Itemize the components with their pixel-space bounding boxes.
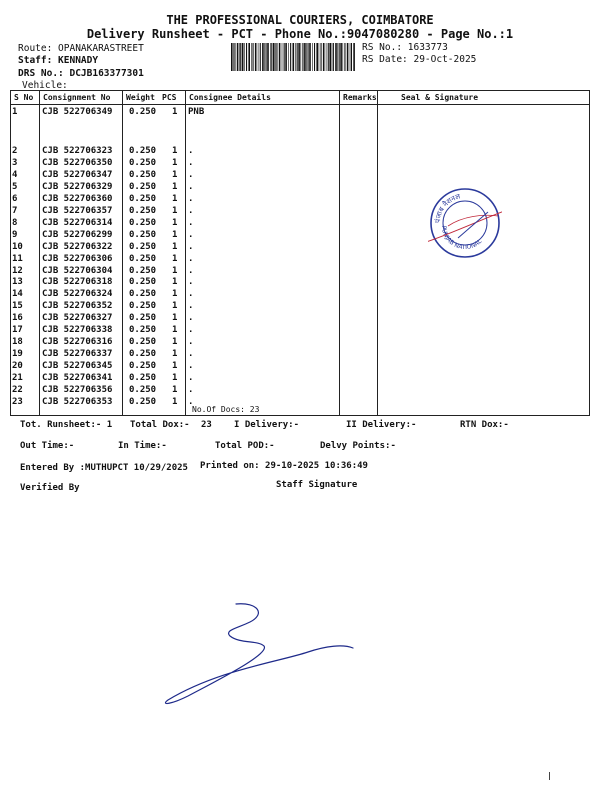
barcode-bar bbox=[304, 43, 306, 71]
row-sno: 14 bbox=[12, 289, 23, 300]
bank-seal-stamp bbox=[428, 186, 502, 260]
row-consignment-no: CJB 522706327 bbox=[42, 313, 113, 324]
barcode-bar bbox=[282, 43, 283, 71]
row-weight: 0.250 bbox=[129, 385, 157, 395]
row-sno: 5 bbox=[12, 181, 18, 192]
row-consignee-details: . bbox=[188, 253, 194, 264]
vehicle-label: Vehicle: bbox=[22, 80, 68, 91]
row-pcs: 1 bbox=[172, 313, 178, 324]
table-row bbox=[10, 385, 590, 397]
staff-signature-label: Staff Signature bbox=[276, 480, 358, 490]
row-pcs: 1 bbox=[172, 146, 178, 156]
barcode-bar bbox=[239, 43, 240, 71]
i-delivery: I Delivery:- bbox=[234, 420, 300, 430]
barcode-bar bbox=[237, 43, 239, 71]
barcode-bar bbox=[353, 43, 355, 71]
row-consignee-details: . bbox=[188, 265, 194, 276]
barcode-bar bbox=[276, 43, 277, 71]
scan-mark bbox=[549, 772, 550, 780]
row-consignee-details: . bbox=[188, 241, 194, 252]
row-consignment-no: CJB 522706347 bbox=[42, 169, 113, 180]
row-weight: 0.250 bbox=[129, 146, 157, 156]
row-sno: 6 bbox=[12, 193, 18, 204]
row-sno: 22 bbox=[12, 385, 23, 395]
row-weight: 0.250 bbox=[129, 217, 157, 228]
row-consignment-no: CJB 522706318 bbox=[42, 277, 113, 288]
barcode-bar bbox=[279, 43, 281, 71]
row-weight: 0.250 bbox=[129, 265, 157, 276]
barcode-bar bbox=[234, 43, 235, 71]
barcode-bar bbox=[270, 43, 271, 71]
col-seal: Seal & Signature bbox=[401, 93, 479, 102]
barcode-bar bbox=[255, 43, 257, 71]
barcode-bar bbox=[297, 43, 298, 71]
table-row bbox=[10, 337, 590, 349]
barcode-bar bbox=[240, 43, 241, 71]
total-dox-value: 23 bbox=[201, 420, 212, 430]
row-weight: 0.250 bbox=[129, 253, 157, 264]
row-weight: 0.250 bbox=[129, 157, 157, 168]
row-consignment-no: CJB 522706338 bbox=[42, 325, 113, 336]
barcode-bar bbox=[335, 43, 337, 71]
row-sno: 11 bbox=[12, 253, 23, 264]
row-consignment-no: CJB 522706357 bbox=[42, 205, 113, 216]
printed-on: Printed on: 29-10-2025 10:36:49 bbox=[200, 461, 368, 471]
svg-text:पंजाब नैशनल: पंजाब नैशनल bbox=[433, 192, 462, 224]
row-consignee-details: . bbox=[188, 337, 194, 348]
row-consignment-no: CJB 522706353 bbox=[42, 396, 113, 407]
row-pcs: 1 bbox=[172, 107, 178, 117]
row-weight: 0.250 bbox=[129, 373, 157, 384]
row-consignment-no: CJB 522706349 bbox=[42, 107, 113, 117]
row-consignee-details: . bbox=[188, 146, 194, 156]
table-row bbox=[10, 397, 590, 409]
barcode-bar bbox=[284, 43, 285, 71]
row-consignment-no: CJB 522706316 bbox=[42, 337, 113, 348]
row-pcs: 1 bbox=[172, 217, 178, 228]
row-sno: 23 bbox=[12, 396, 23, 407]
row-consignment-no: CJB 522706345 bbox=[42, 361, 113, 372]
row-pcs: 1 bbox=[172, 301, 178, 312]
table-row bbox=[10, 313, 590, 325]
row-pcs: 1 bbox=[172, 169, 178, 180]
table-row bbox=[10, 170, 590, 182]
row-weight: 0.250 bbox=[129, 301, 157, 312]
barcode-bar bbox=[340, 43, 342, 71]
row-sno: 21 bbox=[12, 373, 23, 384]
row-pcs: 1 bbox=[172, 361, 178, 372]
row-weight: 0.250 bbox=[129, 396, 157, 407]
barcode-bar bbox=[323, 43, 325, 71]
row-pcs: 1 bbox=[172, 241, 178, 252]
row-consignment-no: CJB 522706306 bbox=[42, 253, 113, 264]
barcode-bar bbox=[242, 43, 244, 71]
barcode-bar bbox=[343, 43, 344, 71]
row-weight: 0.250 bbox=[129, 277, 157, 288]
row-weight: 0.250 bbox=[129, 205, 157, 216]
barcode-bar bbox=[298, 43, 300, 71]
barcode-bar bbox=[351, 43, 352, 71]
row-consignee-details: . bbox=[188, 313, 194, 324]
row-pcs: 1 bbox=[172, 349, 178, 360]
row-consignee-details: PNB bbox=[188, 107, 205, 117]
barcode-bar bbox=[309, 43, 311, 71]
barcode-bar bbox=[326, 43, 327, 71]
drs-number: DRS No.: DCJB163377301 bbox=[18, 68, 144, 79]
table-row bbox=[10, 277, 590, 289]
barcode-bar bbox=[295, 43, 296, 71]
row-consignment-no: CJB 522706324 bbox=[42, 289, 113, 300]
row-consignee-details: . bbox=[188, 229, 194, 240]
row-sno: 1 bbox=[12, 107, 18, 117]
row-weight: 0.250 bbox=[129, 313, 157, 324]
row-weight: 0.250 bbox=[129, 107, 157, 117]
row-consignment-no: CJB 522706352 bbox=[42, 301, 113, 312]
barcode-bar bbox=[301, 43, 302, 71]
barcode-bar bbox=[332, 43, 333, 71]
table-row bbox=[10, 301, 590, 313]
row-weight: 0.250 bbox=[129, 349, 157, 360]
row-weight: 0.250 bbox=[129, 289, 157, 300]
col-weight: Weight bbox=[126, 93, 155, 102]
total-dox-label: Total Dox:- bbox=[130, 420, 190, 430]
delvy-points: Delvy Points:- bbox=[320, 441, 396, 451]
barcode-bar bbox=[273, 43, 275, 71]
barcode-bar bbox=[302, 43, 303, 71]
route-label: Route: OPANAKARASTREET bbox=[18, 43, 144, 54]
total-pod: Total POD:- bbox=[215, 441, 275, 451]
row-weight: 0.250 bbox=[129, 361, 157, 372]
row-consignee-details: . bbox=[188, 157, 194, 168]
row-consignment-no: CJB 522706314 bbox=[42, 217, 113, 228]
table-row bbox=[10, 266, 590, 278]
barcode-bar bbox=[264, 43, 265, 71]
table-header bbox=[11, 91, 589, 105]
row-sno: 16 bbox=[12, 313, 23, 324]
barcode-bar bbox=[308, 43, 309, 71]
row-sno: 12 bbox=[12, 265, 23, 276]
table-row bbox=[10, 146, 590, 158]
row-sno: 13 bbox=[12, 277, 23, 288]
row-pcs: 1 bbox=[172, 205, 178, 216]
row-consignment-no: CJB 522706304 bbox=[42, 265, 113, 276]
table-row bbox=[10, 182, 590, 194]
barcode-bar bbox=[251, 43, 252, 71]
row-pcs: 1 bbox=[172, 265, 178, 276]
row-sno: 20 bbox=[12, 361, 23, 372]
out-time: Out Time:- bbox=[20, 441, 75, 451]
row-consignee-details: . bbox=[188, 385, 194, 395]
barcode-bar bbox=[275, 43, 276, 71]
row-consignee-details: . bbox=[188, 277, 194, 288]
rs-number: RS No.: 1633773 bbox=[362, 42, 448, 53]
rtn-dox: RTN Dox:- bbox=[460, 420, 509, 430]
row-sno: 4 bbox=[12, 169, 18, 180]
row-consignee-details: . bbox=[188, 217, 194, 228]
table-row bbox=[10, 218, 590, 230]
col-sno: S No bbox=[14, 93, 34, 102]
company-title: THE PROFESSIONAL COURIERS, COIMBATORE bbox=[166, 13, 434, 27]
barcode-bar bbox=[260, 43, 261, 71]
row-weight: 0.250 bbox=[129, 325, 157, 336]
row-consignee-details: . bbox=[188, 169, 194, 180]
row-weight: 0.250 bbox=[129, 169, 157, 180]
table-row bbox=[10, 361, 590, 373]
table-row bbox=[10, 254, 590, 266]
verified-by: Verified By bbox=[20, 483, 80, 493]
row-pcs: 1 bbox=[172, 385, 178, 395]
row-consignee-details: . bbox=[188, 361, 194, 372]
row-consignment-no: CJB 522706322 bbox=[42, 241, 113, 252]
table-row bbox=[10, 194, 590, 206]
row-consignment-no: CJB 522706323 bbox=[42, 146, 113, 156]
table-row bbox=[10, 107, 590, 119]
barcode-bar bbox=[312, 43, 313, 71]
barcode-bar bbox=[262, 43, 264, 71]
row-weight: 0.250 bbox=[129, 337, 157, 348]
row-consignee-details: . bbox=[188, 205, 194, 216]
col-remarks: Remarks bbox=[343, 93, 377, 102]
row-sno: 9 bbox=[12, 229, 18, 240]
table-row bbox=[10, 158, 590, 170]
barcode-bar bbox=[293, 43, 295, 71]
row-pcs: 1 bbox=[172, 253, 178, 264]
barcode-bar bbox=[339, 43, 340, 71]
barcode-bar bbox=[266, 43, 267, 71]
row-consignee-details: . bbox=[188, 289, 194, 300]
runsheet-subtitle: Delivery Runsheet - PCT - Phone No.:9047080280 - Page No.:1 bbox=[86, 27, 514, 41]
row-sno: 17 bbox=[12, 325, 23, 336]
table-row bbox=[10, 373, 590, 385]
row-pcs: 1 bbox=[172, 373, 178, 384]
table-row bbox=[10, 325, 590, 337]
row-pcs: 1 bbox=[172, 181, 178, 192]
barcode-bar bbox=[314, 43, 315, 71]
barcode-bar bbox=[267, 43, 269, 71]
row-consignment-no: CJB 522706299 bbox=[42, 229, 113, 240]
table-row bbox=[10, 206, 590, 218]
table-row bbox=[10, 230, 590, 242]
row-sno: 10 bbox=[12, 241, 23, 252]
table-row bbox=[10, 349, 590, 361]
row-consignee-details: . bbox=[188, 396, 194, 407]
barcode-bar bbox=[321, 43, 322, 71]
col-consignee: Consignee Details bbox=[189, 93, 271, 102]
barcode-bar bbox=[319, 43, 320, 71]
staff-label: Staff: KENNADY bbox=[18, 55, 99, 66]
in-time: In Time:- bbox=[118, 441, 167, 451]
barcode-bar bbox=[244, 43, 245, 71]
row-consignee-details: . bbox=[188, 193, 194, 204]
row-consignee-details: . bbox=[188, 325, 194, 336]
col-consignment: Consignment No bbox=[43, 93, 111, 102]
barcode-bar bbox=[328, 43, 329, 71]
row-consignment-no: CJB 522706341 bbox=[42, 373, 113, 384]
barcode-bar bbox=[258, 43, 259, 71]
row-sno: 15 bbox=[12, 301, 23, 312]
row-consignee-details: . bbox=[188, 349, 194, 360]
row-pcs: 1 bbox=[172, 229, 178, 240]
row-consignment-no: CJB 522706356 bbox=[42, 385, 113, 395]
barcode-bar bbox=[253, 43, 254, 71]
row-pcs: 1 bbox=[172, 289, 178, 300]
row-consignee-details: . bbox=[188, 301, 194, 312]
barcode-bar bbox=[246, 43, 247, 71]
row-pcs: 1 bbox=[172, 325, 178, 336]
table-row bbox=[10, 289, 590, 301]
row-weight: 0.250 bbox=[129, 229, 157, 240]
row-pcs: 1 bbox=[172, 193, 178, 204]
total-runsheet: Tot. Runsheet:- 1 bbox=[20, 420, 113, 430]
entered-by: Entered By :MUTHUPCT 10/29/2025 bbox=[20, 463, 188, 473]
rs-date: RS Date: 29-Oct-2025 bbox=[362, 54, 477, 65]
col-pcs: PCS bbox=[162, 93, 177, 102]
barcode-bar bbox=[271, 43, 272, 71]
row-sno: 19 bbox=[12, 349, 23, 360]
row-pcs: 1 bbox=[172, 157, 178, 168]
row-consignment-no: CJB 522706329 bbox=[42, 181, 113, 192]
row-sno: 8 bbox=[12, 217, 18, 228]
row-consignee-details: . bbox=[188, 181, 194, 192]
barcode-bar bbox=[248, 43, 250, 71]
table-row bbox=[10, 242, 590, 254]
barcode-bar bbox=[350, 43, 351, 71]
barcode-bar bbox=[329, 43, 331, 71]
row-sno: 3 bbox=[12, 157, 18, 168]
barcode-bar bbox=[306, 43, 307, 71]
barcode-bar bbox=[337, 43, 338, 71]
row-weight: 0.250 bbox=[129, 241, 157, 252]
row-pcs: 1 bbox=[172, 337, 178, 348]
row-pcs: 1 bbox=[172, 396, 178, 407]
row-sno: 18 bbox=[12, 337, 23, 348]
barcode-bar bbox=[231, 43, 233, 71]
svg-text:PUNJAB NATIONAL: PUNJAB NATIONAL bbox=[439, 225, 484, 252]
barcode-bar bbox=[344, 43, 345, 71]
staff-signature bbox=[158, 600, 358, 710]
row-pcs: 1 bbox=[172, 277, 178, 288]
no-of-docs: No.Of Docs: 23 bbox=[192, 405, 260, 414]
row-weight: 0.250 bbox=[129, 193, 157, 204]
barcode bbox=[230, 43, 356, 71]
barcode-bar bbox=[290, 43, 291, 71]
barcode-bar bbox=[288, 43, 289, 71]
row-sno: 2 bbox=[12, 146, 18, 156]
barcode-bar bbox=[316, 43, 318, 71]
barcode-bar bbox=[347, 43, 349, 71]
row-consignment-no: CJB 522706360 bbox=[42, 193, 113, 204]
row-sno: 7 bbox=[12, 205, 18, 216]
ii-delivery: II Delivery:- bbox=[346, 420, 417, 430]
barcode-bar bbox=[285, 43, 287, 71]
row-consignee-details: . bbox=[188, 373, 194, 384]
row-consignment-no: CJB 522706350 bbox=[42, 157, 113, 168]
row-weight: 0.250 bbox=[129, 181, 157, 192]
barcode-bar bbox=[333, 43, 334, 71]
barcode-bar bbox=[233, 43, 234, 71]
row-consignment-no: CJB 522706337 bbox=[42, 349, 113, 360]
